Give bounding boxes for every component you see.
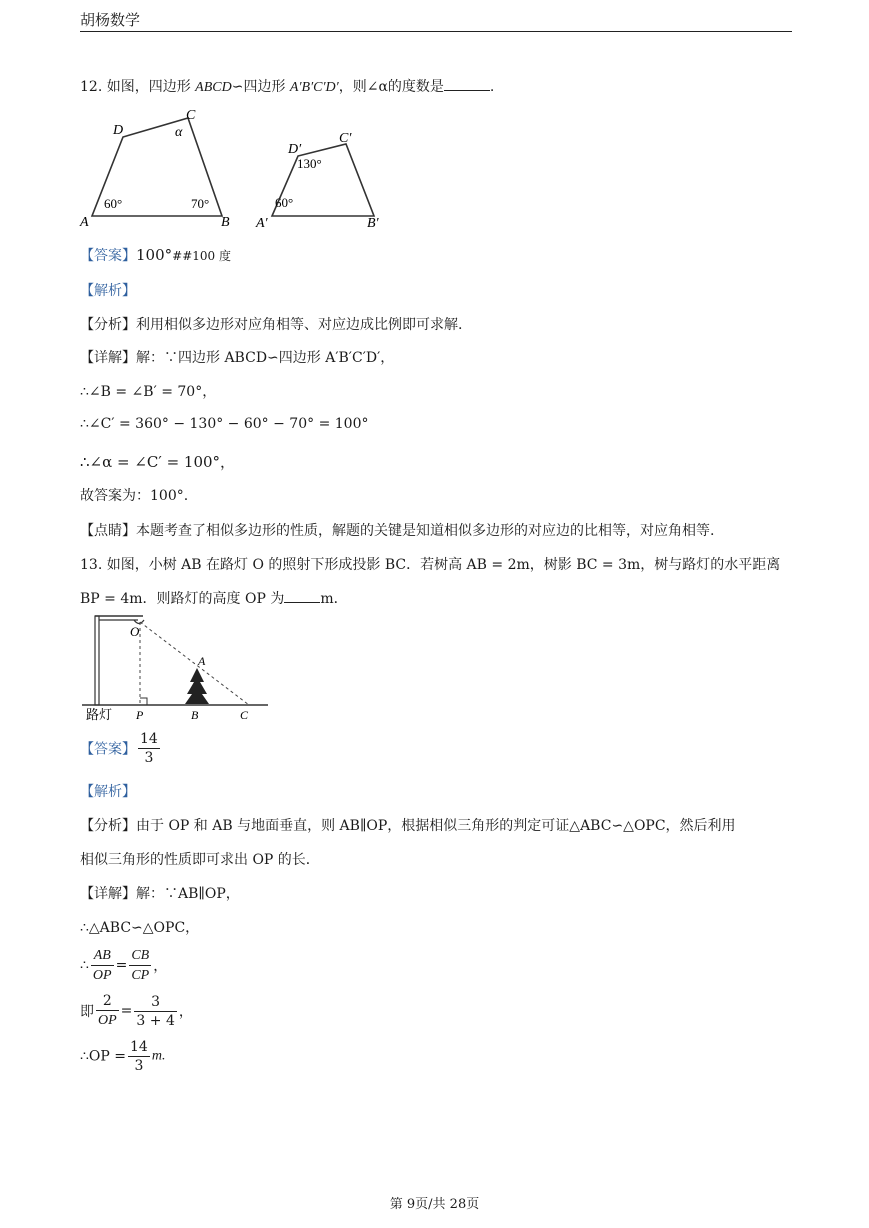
angle-alpha: α <box>175 125 183 140</box>
q13-detail <box>80 883 240 903</box>
tree-icon <box>185 668 209 704</box>
q13-fenxi-line1 <box>80 815 736 835</box>
fraction-14-3 <box>128 1038 150 1075</box>
q12-step1: ∴∠B = ∠B′ = 70°， <box>80 384 217 400</box>
q13-step3 <box>80 992 193 1030</box>
fraction-ab-op <box>91 946 114 985</box>
label-b: B <box>221 215 230 230</box>
fraction-3-7 <box>134 993 176 1030</box>
q12-quad2-name: A′B′C′D′ <box>289 80 339 95</box>
unit: m. <box>151 1048 166 1064</box>
q12-stem-end: . <box>489 79 495 95</box>
q12-stem <box>80 76 494 96</box>
q12-answer-blank <box>444 90 490 91</box>
step-prefix: ∴OP = <box>80 1048 126 1065</box>
q13-stem-line2-b: m． <box>320 591 348 607</box>
q12-fenxi-text: 利用相似多边形对应角相等、对应边成比例即可求解. <box>136 317 463 333</box>
fraction-2-op <box>96 992 119 1030</box>
q13-step2 <box>80 946 167 985</box>
label-c-prime: C′ <box>339 131 352 146</box>
equals-sign: = <box>120 1003 133 1019</box>
comment-tag: 【点睛】 <box>80 523 136 539</box>
q13-step4 <box>80 1038 165 1075</box>
q13-stem-line1: 13. 如图，小树 AB 在路灯 O 的照射下形成投影 BC．若树高 AB = 2m，树影 BC = 3m，树与路灯的水平距离 <box>80 557 781 573</box>
label-c: C <box>186 108 196 123</box>
label-b: B <box>191 708 199 722</box>
fraction-numerator: CB <box>131 948 150 963</box>
equals-sign: = <box>115 957 128 974</box>
angle-a-60: 60° <box>104 196 123 211</box>
fraction-denominator: OP <box>92 968 112 983</box>
q12-fenxi <box>80 314 462 334</box>
detail-tag: 【详解】 <box>80 350 136 366</box>
q12-comment-text: 本题考查了相似多边形的性质，解题的关键是知道相似多边形的对应边的比相等，对应角相等. <box>136 523 715 539</box>
label-b-prime: B′ <box>367 216 379 231</box>
q12-comment <box>80 520 714 540</box>
label-o: O <box>130 624 140 639</box>
fenxi-tag: 【分析】 <box>80 317 136 333</box>
q13-detail-text: 解：∵AB∥OP， <box>136 886 240 902</box>
q13-figure <box>78 612 272 724</box>
angle-a-prime-60: 60° <box>275 195 294 210</box>
q13-fenxi-line2: 相似三角形的性质即可求出 OP 的长． <box>80 852 320 868</box>
q13-step1: ∴△ABC∽△OPC， <box>80 920 200 936</box>
label-d-prime: D′ <box>288 142 302 157</box>
comma: ， <box>153 958 168 975</box>
q12-detail <box>80 347 394 367</box>
fraction-cb-cp <box>129 946 151 985</box>
q13-analysis-tag: 【解析】 <box>80 784 136 800</box>
answer-tag: 【答案】 <box>80 741 136 758</box>
q13-stem-line2 <box>80 588 348 608</box>
q13-answer <box>80 730 162 767</box>
answer-tag: 【答案】 <box>80 248 136 264</box>
fraction-denominator: 3 + 4 <box>136 1012 175 1029</box>
fraction-denominator: CP <box>131 968 150 983</box>
fraction-numerator: 14 <box>130 1039 148 1055</box>
q12-answer-alt: ##100 度 <box>172 249 231 263</box>
angle-d-prime-130: 130° <box>297 156 322 171</box>
q12-step2: ∴∠C′ = 360° − 130° − 60° − 70° = 100° <box>80 416 369 432</box>
label-street-lamp: 路灯 <box>86 708 113 723</box>
angle-b-70: 70° <box>191 196 210 211</box>
fraction-denominator: OP <box>98 1013 117 1028</box>
therefore-sign: ∴ <box>80 957 89 974</box>
q12-analysis-tag: 【解析】 <box>80 283 136 299</box>
q12-stem-suffix: ，则∠α的度数是 <box>338 79 444 95</box>
fraction-numerator: 3 <box>134 993 176 1012</box>
q12-step4: 故答案为：100°. <box>80 488 189 504</box>
fraction-numerator: 2 <box>96 992 119 1011</box>
q13-answer-blank <box>284 602 320 603</box>
q12-answer-value: 100° <box>136 246 173 264</box>
label-a: A <box>198 654 206 668</box>
lamp-post <box>95 616 99 705</box>
label-a-prime: A′ <box>256 216 268 231</box>
label-c: C <box>240 708 249 722</box>
label-p: P <box>136 708 144 722</box>
q12-answer <box>80 245 231 265</box>
header-rule <box>80 31 792 32</box>
fraction-denominator: 3 <box>134 1058 144 1074</box>
label-a: A <box>80 215 89 230</box>
q12-stem-prefix: 12. 如图，四边形 <box>80 79 191 95</box>
q13-fenxi-text: 由于 OP 和 AB 与地面垂直，则 AB∥OP，根据相似三角形的判定可证△ABC∽△OPC，然后利用 <box>136 818 736 834</box>
q12-step3: ∴∠α = ∠C′ = 100°， <box>80 453 236 471</box>
detail-tag: 【详解】 <box>80 886 136 902</box>
q12-stem-mid: 四边形 <box>243 79 286 95</box>
comma: ， <box>178 1004 193 1020</box>
q13-answer-fraction <box>138 730 160 767</box>
q12-quad1-name: ABCD <box>195 80 232 95</box>
fenxi-tag: 【分析】 <box>80 818 136 834</box>
q13-stem-line2-a: BP = 4m．则路灯的高度 OP 为 <box>80 591 285 607</box>
step-prefix: 即 <box>80 1004 94 1020</box>
page-footer: 第 9页/共 28页 <box>389 1197 480 1212</box>
fraction-denominator: 3 <box>144 750 154 766</box>
q12-similar-sign: ∽ <box>231 79 244 95</box>
q12-figure <box>76 106 396 232</box>
q12-detail-text: 解：∵四边形 ABCD∽四边形 A′B′C′D′， <box>136 350 395 366</box>
page-header-title: 胡杨数学 <box>80 11 141 29</box>
label-d: D <box>113 123 124 138</box>
fraction-numerator: 14 <box>140 731 158 747</box>
right-angle-mark <box>140 698 147 705</box>
fraction-numerator: AB <box>93 948 111 963</box>
